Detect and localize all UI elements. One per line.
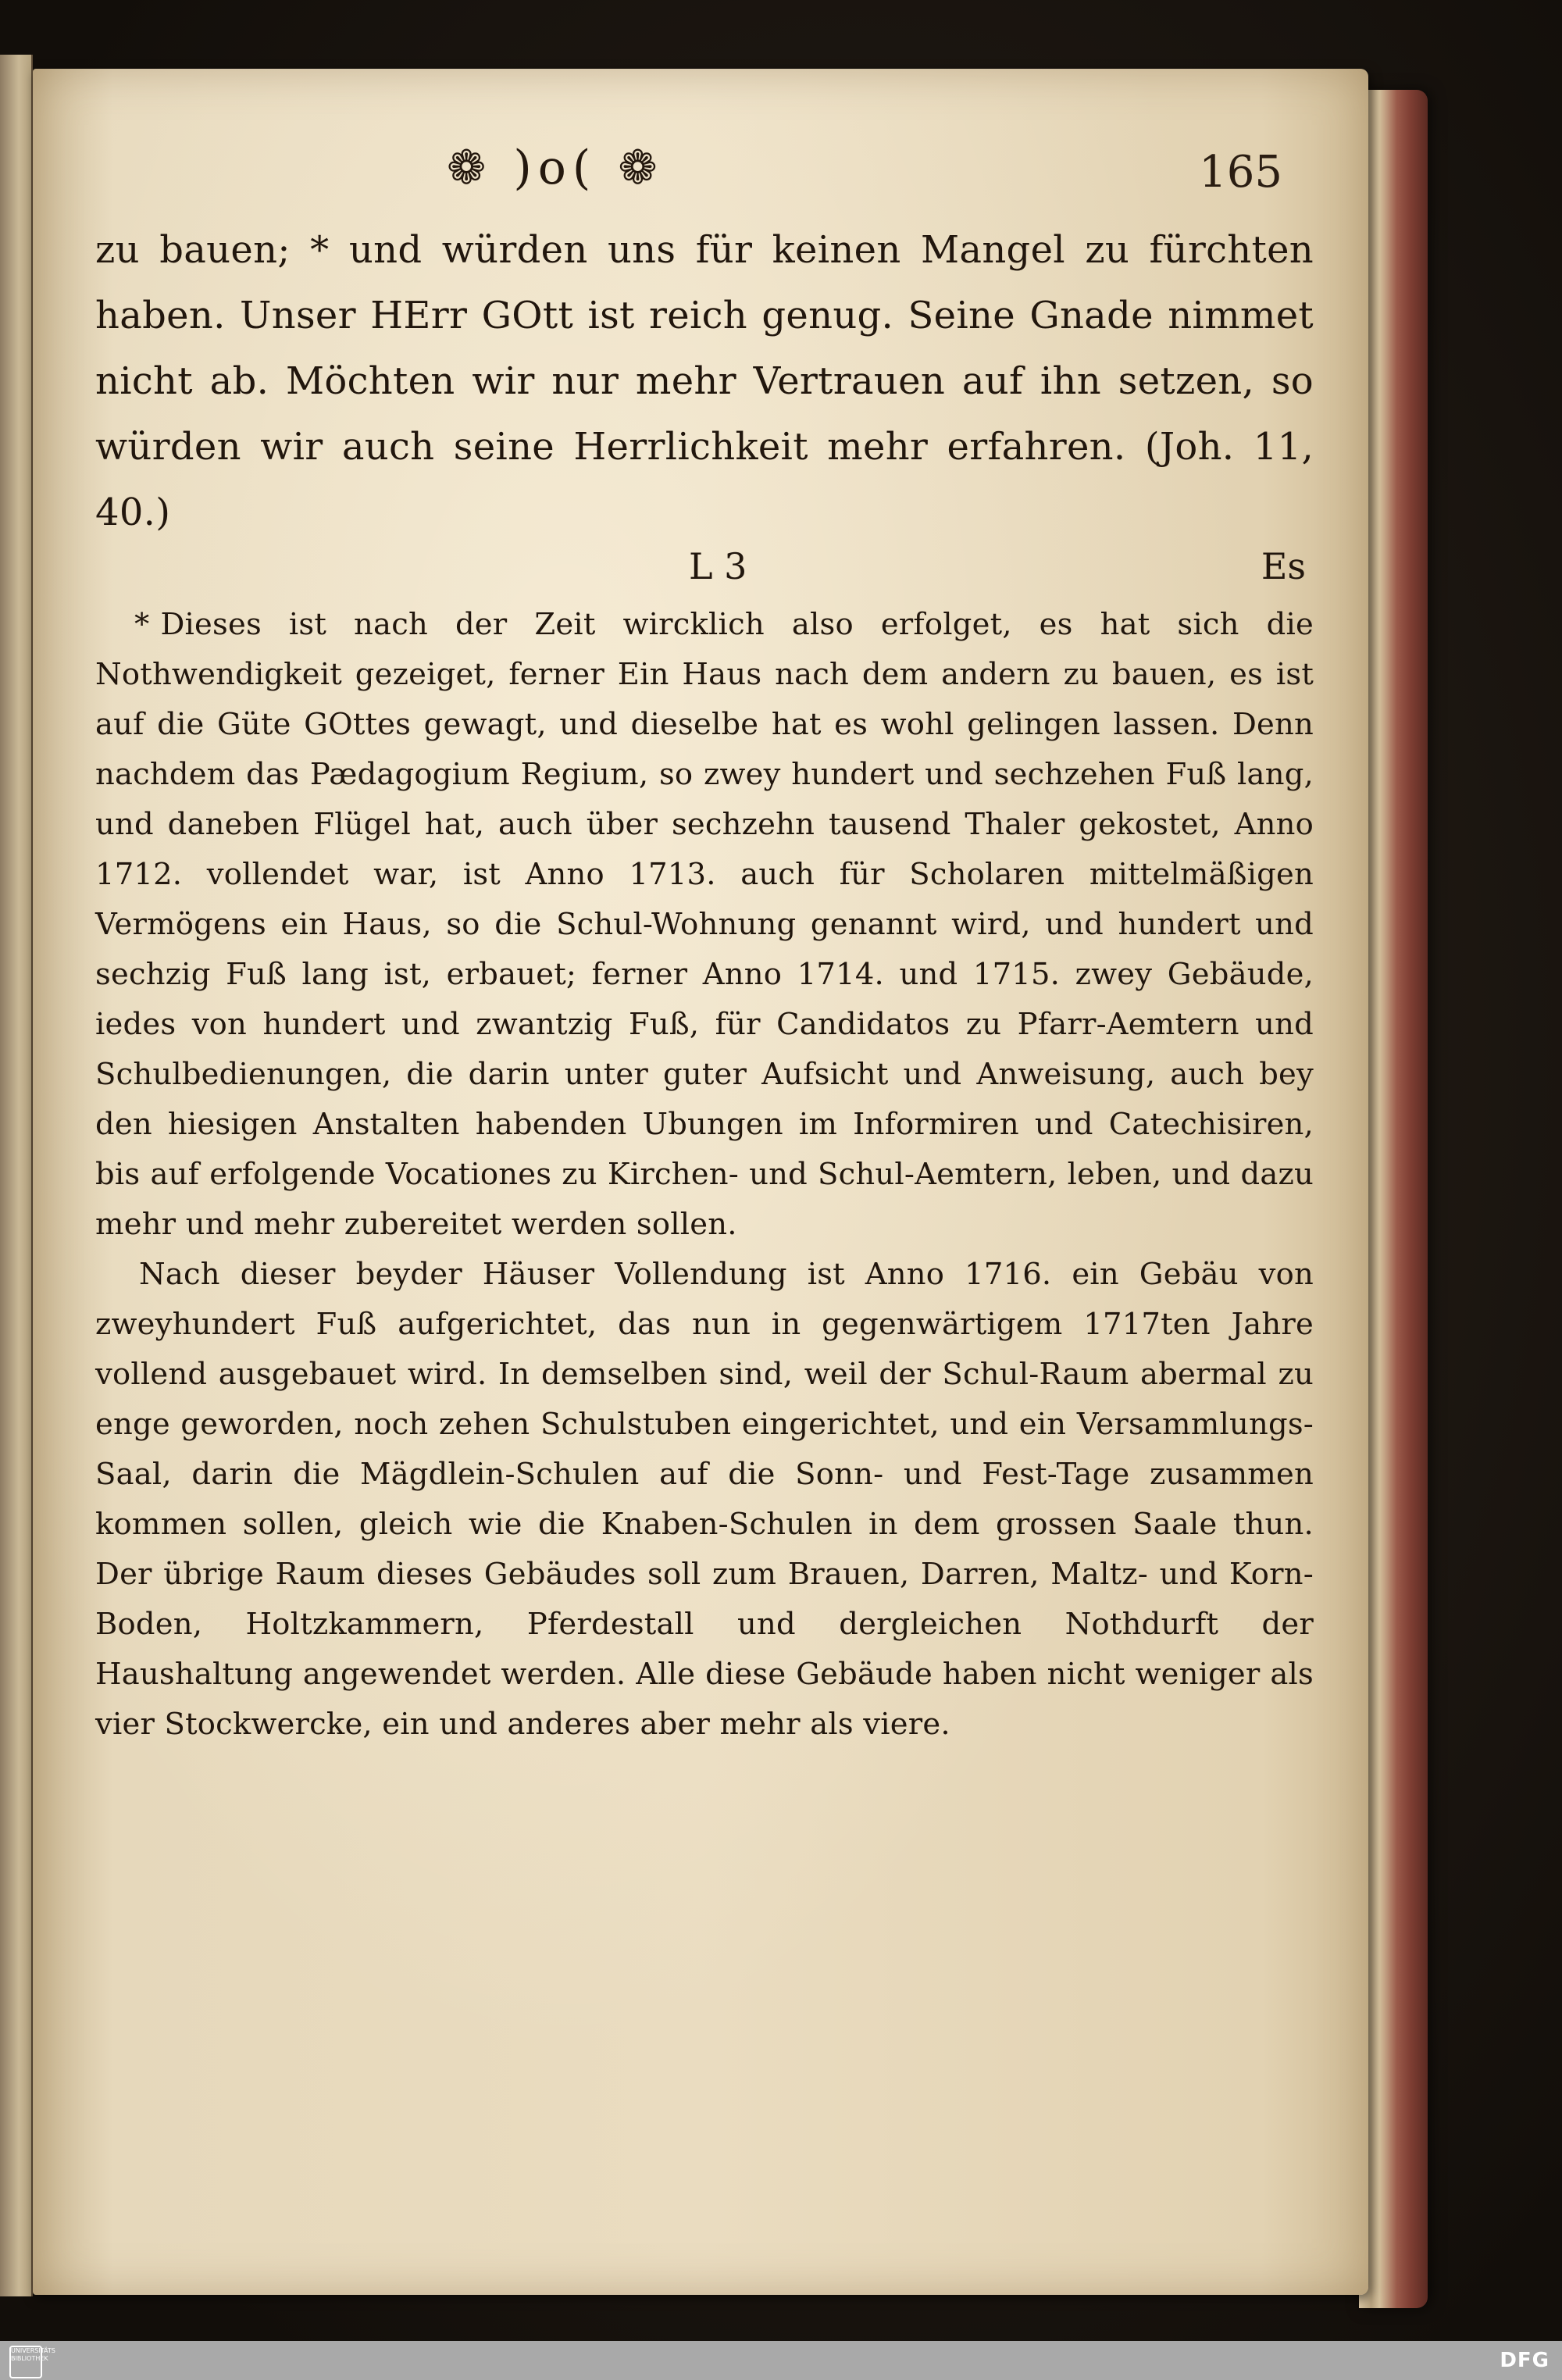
library-logo-icon[interactable]: UNIVERSITÄTS BIBLIOTHEK	[9, 2346, 42, 2378]
book-cover-edge	[1359, 90, 1428, 2308]
footnote-paragraph	[95, 600, 1314, 1250]
dfg-logo[interactable]: DFG	[1500, 2349, 1550, 2372]
footnote-marker: *	[134, 607, 150, 642]
viewer-footer-bar	[0, 2341, 1562, 2380]
page-number: 165	[1199, 147, 1282, 198]
signature-line	[95, 545, 1314, 600]
footnote-text: Dieses ist nach der Zeit wircklich also erfolget, es hat sich die Nothwendigkeit gezeiget, ferner Ein Haus nach dem andern zu bauen, es ist auf die Güte GOttes gewagt, und dieselbe hat es wohl gelingen lassen. Denn nachdem das Pædagogium Regium, so zwey hundert und sechzehen Fuß lang, und daneben Flügel hat, auch über sechzehn tausend Thaler gekostet, Anno 1712. vollendet war, ist Anno 1713. auch für Scholaren mittelmäßigen Vermögens ein Haus, so die Schul-Wohnung genannt wird, und hundert und sechzig Fuß lang ist, erbauet; ferner Anno 1714. und 1715. zwey Gebäude, iedes von hundert und zwantzig Fuß, für Candidatos zu Pfarr-Aemtern und Schulbedienungen, die darin unter guter Aufsicht und Anweisung, auch bey den hiesigen Anstalten habenden Ubungen im Informiren und Catechisiren, bis auf erfolgende Vocationes zu Kirchen- und Schul-Aemtern, leben, und dazu mehr und mehr zubereitet werden sollen.	[95, 607, 1314, 1242]
header-ornament: ❁ )o( ❁	[447, 141, 664, 195]
page-text-block	[95, 217, 1314, 1750]
facing-page-edge	[0, 55, 33, 2296]
catchword: Es	[1261, 545, 1306, 587]
signature-mark: L 3	[689, 545, 747, 587]
footnote-paragraph-continued: Nach dieser beyder Häuser Vollendung ist Anno 1716. ein Gebäu von zweyhundert Fuß aufgerichtet, das nun in gegenwärtigem 1717ten Jahre vollend ausgebauet wird. In demselben sind, weil der Schul-Raum abermal zu enge geworden, noch zehen Schulstuben eingerichtet, und ein Versammlungs-Saal, darin die Mägdlein-Schulen auf die Sonn- und Fest-Tage zusammen kommen sollen, gleich wie die Knaben-Schulen in dem grossen Saale thun. Der übrige Raum dieses Gebäudes soll zum Brauen, Darren, Maltz- und Korn-Boden, Holtzkammern, Pferdestall und dergleichen Nothdurft der Haushaltung angewendet werden. Alle diese Gebäude haben nicht weniger als vier Stockwercke, ein und anderes aber mehr als viere.	[95, 1257, 1314, 1742]
book-page	[33, 69, 1368, 2295]
main-paragraph: zu bauen; * und würden uns für keinen Mangel zu fürchten haben. Unser HErr GOtt ist reich genug. Seine Gnade nimmet nicht ab. Möchten wir nur mehr Vertrauen auf ihn setzen, so würden wir auch seine Herrlichkeit mehr erfahren. (Joh. 11, 40.)	[95, 228, 1314, 534]
